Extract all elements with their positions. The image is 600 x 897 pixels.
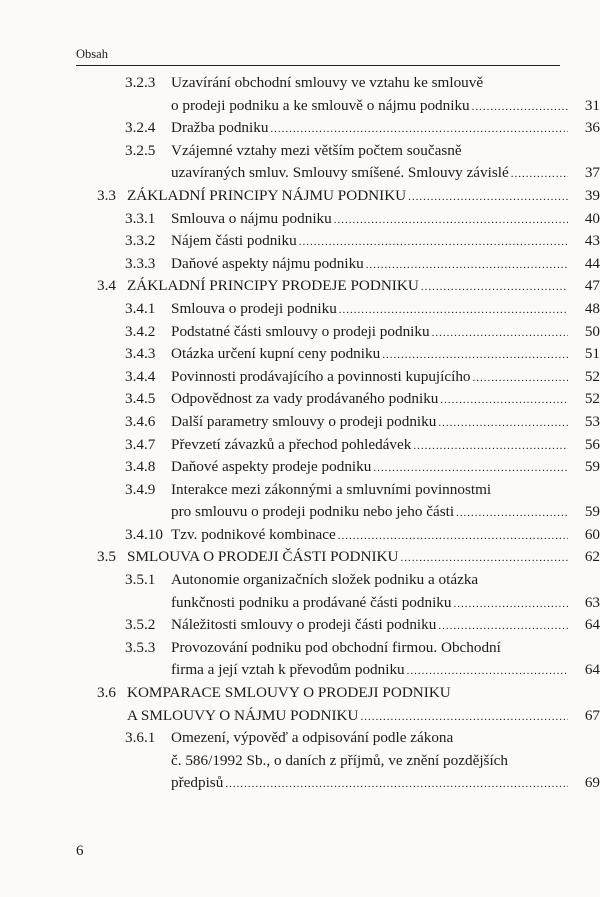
toc-entry-title: firma a její vztah k převodům podniku bbox=[171, 661, 405, 679]
toc-entry-number: 3.5.1 bbox=[125, 571, 156, 589]
dot-leader bbox=[413, 435, 568, 458]
toc-entry-page: 43 bbox=[584, 232, 600, 250]
toc-entry-title: Vzájemné vztahy mezi větším počtem současně bbox=[171, 141, 462, 159]
toc-entry-title: Podstatné části smlouvy o prodeji podniku bbox=[171, 322, 430, 340]
dot-leader bbox=[438, 412, 568, 435]
toc-entry-number: 3.3.3 bbox=[125, 254, 156, 272]
dot-leader bbox=[408, 186, 568, 209]
toc-entry-number: 3.4.3 bbox=[125, 345, 156, 363]
toc-entry-title: Uzavírání obchodní smlouvy ve vztahu ke smlouvě bbox=[171, 74, 484, 91]
toc-entry-title: Smlouva o prodeji podniku bbox=[171, 299, 337, 317]
toc-entry-number: 3.4.7 bbox=[125, 435, 156, 453]
toc-entry bbox=[0, 185, 600, 208]
toc-entry-number: 3.4.1 bbox=[125, 299, 156, 317]
toc-entry-number: 3.3.2 bbox=[125, 232, 156, 250]
dot-leader bbox=[299, 231, 568, 254]
toc-entry-title: funkčnosti podniku a prodávané části podniku bbox=[171, 593, 452, 611]
toc-entry-title: Autonomie organizačních složek podniku a otázka bbox=[171, 571, 479, 589]
toc-entry-title: o prodeji podniku a ke smlouvě o nájmu podniku bbox=[171, 96, 470, 114]
dot-leader bbox=[338, 525, 568, 548]
toc-entry-title: Odpovědnost za vady prodávaného podniku bbox=[171, 390, 439, 408]
toc-entry-title: Omezení, výpověď a odpisování podle zákona bbox=[171, 729, 454, 747]
dot-leader bbox=[473, 367, 568, 390]
dot-leader bbox=[400, 547, 568, 570]
toc-entry-page: 62 bbox=[584, 548, 600, 566]
toc-entry-title: Otázka určení kupní ceny podniku bbox=[171, 345, 381, 363]
toc-entry bbox=[0, 524, 600, 547]
toc-entry-page: 59 bbox=[584, 503, 600, 521]
dot-leader bbox=[270, 118, 568, 141]
dot-leader bbox=[407, 660, 568, 683]
toc-entry-number: 3.2.5 bbox=[125, 141, 156, 159]
dot-leader bbox=[421, 276, 568, 299]
toc-entry-title: Daňové aspekty prodeje podniku bbox=[171, 458, 372, 476]
toc-entry-number: 3.6.1 bbox=[125, 729, 156, 747]
toc-entry-number: 3.4.2 bbox=[125, 322, 156, 340]
toc-entry-page: 44 bbox=[584, 254, 600, 272]
toc-entry bbox=[0, 637, 600, 682]
toc-entry bbox=[0, 117, 600, 140]
toc-entry-page: 67 bbox=[584, 706, 600, 724]
toc-entry bbox=[0, 230, 600, 253]
toc-entry-number: 3.2.4 bbox=[125, 119, 156, 137]
dot-leader bbox=[511, 163, 568, 186]
toc-entry-number: 3.4 bbox=[97, 277, 116, 295]
toc-entry-title: předpisů bbox=[171, 774, 224, 792]
toc-entry-number: 3.4.9 bbox=[125, 480, 156, 498]
toc-entry bbox=[0, 275, 600, 298]
toc-entry bbox=[0, 321, 600, 344]
toc-entry bbox=[0, 366, 600, 389]
toc-entry-title: ZÁKLADNÍ PRINCIPY PRODEJE PODNIKU bbox=[127, 277, 419, 295]
toc-entry bbox=[0, 72, 600, 117]
toc-entry-number: 3.4.4 bbox=[125, 367, 156, 385]
toc-entry-page: 37 bbox=[584, 164, 600, 182]
toc-entry-title: A SMLOUVY O NÁJMU PODNIKU bbox=[127, 706, 359, 724]
toc-entry bbox=[0, 479, 600, 524]
toc-entry-title: ZÁKLADNÍ PRINCIPY NÁJMU PODNIKU bbox=[127, 186, 407, 204]
dot-leader bbox=[366, 254, 568, 277]
toc-entry-number: 3.3 bbox=[97, 186, 116, 204]
dot-leader bbox=[360, 706, 568, 729]
toc-entry-title: Povinnosti prodávajícího a povinnosti kupujícího bbox=[171, 367, 471, 385]
toc-entry-page: 56 bbox=[584, 435, 600, 453]
toc-entry-number: 3.5.3 bbox=[125, 638, 156, 656]
toc-entry bbox=[0, 411, 600, 434]
toc-entry bbox=[0, 388, 600, 411]
toc-entry-title: KOMPARACE SMLOUVY O PRODEJI PODNIKU bbox=[127, 684, 451, 702]
toc-entry-page: 64 bbox=[584, 616, 600, 634]
toc-entry bbox=[0, 434, 600, 457]
toc-entry-number: 3.4.10 bbox=[125, 525, 163, 543]
toc-entry-page: 69 bbox=[584, 774, 600, 792]
toc-entry-title: Náležitosti smlouvy o prodeji části podniku bbox=[171, 616, 437, 634]
toc-entry-title: SMLOUVA O PRODEJI ČÁSTI PODNIKU bbox=[127, 548, 399, 566]
toc-entry-title: Další parametry smlouvy o prodeji podniku bbox=[171, 412, 437, 430]
toc-entry-number: 3.3.1 bbox=[125, 209, 156, 227]
dot-leader bbox=[432, 322, 568, 345]
toc-entry-number: 3.4.6 bbox=[125, 412, 156, 430]
toc-entry-title: Tzv. podnikové kombinace bbox=[171, 525, 336, 543]
toc-entry-number: 3.5 bbox=[97, 548, 116, 566]
toc-entry-title: Daňové aspekty nájmu podniku bbox=[171, 254, 364, 272]
toc-entry-title: Interakce mezi zákonnými a smluvními povinnostmi bbox=[171, 480, 492, 498]
toc-entry-page: 40 bbox=[584, 209, 600, 227]
toc-entry-title: Provozování podniku pod obchodní firmou. Obchodní bbox=[171, 638, 501, 656]
toc-entry-title: Nájem části podniku bbox=[171, 232, 297, 250]
toc-entry-title: Převzetí závazků a přechod pohledávek bbox=[171, 435, 412, 453]
dot-leader bbox=[225, 773, 568, 796]
toc-entry-page: 51 bbox=[584, 345, 600, 363]
toc-entry bbox=[0, 546, 600, 569]
toc-entry-page: 59 bbox=[584, 458, 600, 476]
toc-entry bbox=[0, 569, 600, 614]
toc-entry-page: 50 bbox=[584, 322, 600, 340]
dot-leader bbox=[373, 457, 568, 480]
toc-entry-title: č. 586/1992 Sb., o daních z příjmů, ve znění pozdějších bbox=[171, 751, 509, 769]
toc-entry-page: 36 bbox=[584, 119, 600, 137]
toc-entry-number: 3.5.2 bbox=[125, 616, 156, 634]
toc-entry-page: 48 bbox=[584, 299, 600, 317]
toc-entry-page: 52 bbox=[584, 390, 600, 408]
dot-leader bbox=[472, 96, 568, 119]
toc-entry bbox=[0, 614, 600, 637]
toc-entry bbox=[0, 298, 600, 321]
toc-entry-page: 31 bbox=[584, 96, 600, 114]
page-number: 6 bbox=[76, 843, 84, 859]
toc-entry bbox=[0, 343, 600, 366]
dot-leader bbox=[339, 299, 568, 322]
toc-entry bbox=[0, 682, 600, 727]
toc-entry-page: 39 bbox=[584, 186, 600, 204]
toc-entry bbox=[0, 208, 600, 231]
toc-entry-number: 3.4.8 bbox=[125, 458, 156, 476]
toc-entry bbox=[0, 727, 600, 795]
dot-leader bbox=[456, 502, 568, 525]
dot-leader bbox=[438, 615, 568, 638]
toc-entry-title: pro smlouvu o prodeji podniku nebo jeho části bbox=[171, 503, 455, 521]
toc-entry-page: 60 bbox=[584, 525, 600, 543]
toc-entry-page: 63 bbox=[584, 593, 600, 611]
toc-entry-number: 3.2.3 bbox=[125, 74, 156, 91]
toc-entry-page: 64 bbox=[584, 661, 600, 679]
toc-entry bbox=[0, 140, 600, 185]
dot-leader bbox=[334, 209, 568, 232]
toc-entry-title: Dražba podniku bbox=[171, 119, 269, 137]
dot-leader bbox=[440, 389, 568, 412]
table-of-contents bbox=[0, 72, 600, 795]
toc-entry-page: 47 bbox=[584, 277, 600, 295]
dot-leader bbox=[454, 593, 569, 616]
toc-entry-title: Smlouva o nájmu podniku bbox=[171, 209, 332, 227]
toc-entry bbox=[0, 253, 600, 276]
toc-entry-page: 52 bbox=[584, 367, 600, 385]
toc-entry-number: 3.6 bbox=[97, 684, 116, 702]
header-rule bbox=[76, 65, 560, 66]
toc-entry-page: 53 bbox=[584, 412, 600, 430]
running-header: Obsah bbox=[76, 47, 108, 61]
dot-leader bbox=[382, 344, 568, 367]
toc-entry bbox=[0, 456, 600, 479]
toc-entry-title: uzavíraných smluv. Smlouvy smíšené. Smlouvy závislé bbox=[171, 164, 509, 182]
toc-entry-number: 3.4.5 bbox=[125, 390, 156, 408]
